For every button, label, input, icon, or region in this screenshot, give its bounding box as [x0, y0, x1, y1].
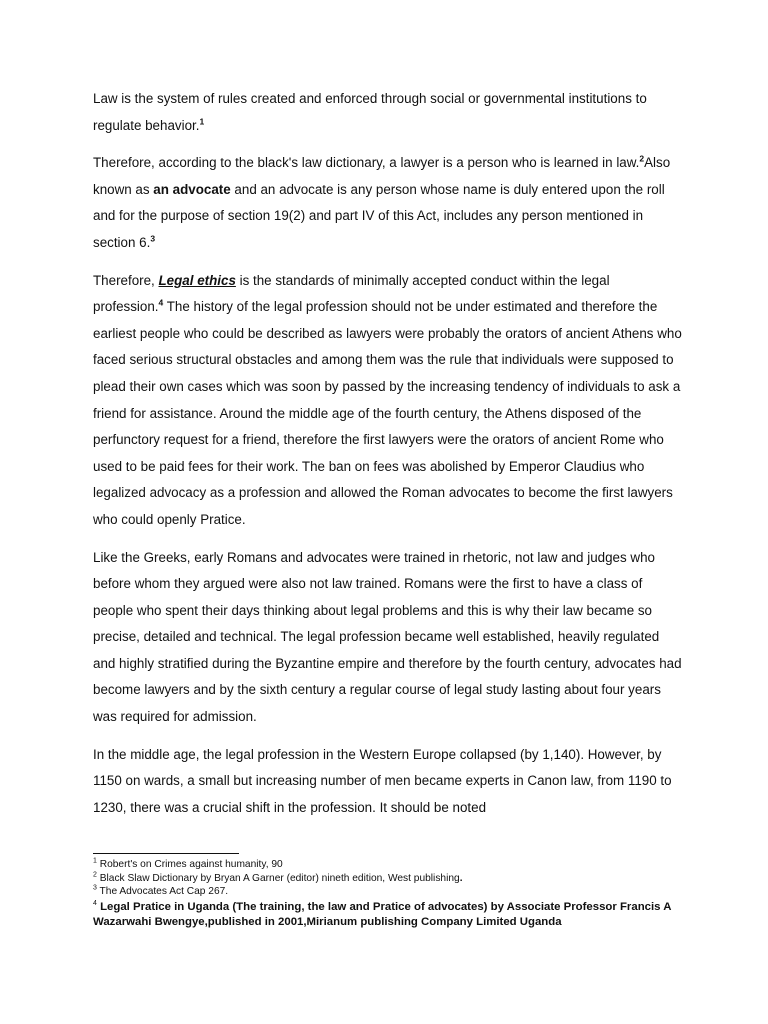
footnote-ref-2[interactable]: 2 — [639, 153, 645, 164]
paragraph-3 — [93, 268, 683, 534]
paragraph-3-text-a: Therefore, — [93, 272, 159, 288]
footnote-ref-3[interactable]: 3 — [150, 233, 156, 244]
paragraph-3-text-c: The history of the legal profession should not be under estimated and therefore the earliest people who could be described as lawyers were probably the orators of ancient Athens who faced serious structural obstacles and among them was the rule that individuals were supposed to plead their own cases which was soon by passed by the increasing tendency of individuals to ask a friend for assistance. Around the middle age of the fourth century, the Athens disposed of the perfunctory request for a friend, therefore the first lawyers were the orators of ancient Rome who used to be paid fees for their work. The ban on fees was abolished by Emperor Claudius who legalized advocacy as a profession and allowed the Roman advocates to become the first lawyers who could openly Pratice. — [93, 299, 682, 527]
footnote-ref-4[interactable]: 4 — [158, 297, 164, 308]
footnote-4-text: Legal Pratice in Uganda (The training, the law and Pratice of advocates) by Associate Professor Francis A Wazarwahi Bwengye,published in 2001,Mirianum publishing Company Limited Uganda — [93, 900, 672, 929]
paragraph-1 — [93, 86, 683, 139]
paragraph-1-text: Law is the system of rules created and enforced through social or governmental institutions to regulate behavior. — [93, 91, 647, 133]
footnote-3-text: The Advocates Act Cap 267. — [96, 886, 229, 898]
paragraph-4: Like the Greeks, early Romans and advocates were trained in rhetoric, not law and judges who before whom they argued were also not law trained. Romans were the first to have a class of people who spent their days thinking about legal problems and this is why their law became so precise, detailed and technical. The legal profession became well established, heavily regulated and highly stratified during the Byzantine empire and therefore by the fourth century, advocates had become lawyers and by the sixth century a regular course of legal study lasting about four years was required for admission. — [93, 549, 682, 725]
footnote-separator — [93, 853, 239, 854]
footnote-3-number: 3 — [93, 884, 97, 892]
footnote-2-period: . — [459, 872, 463, 884]
footnote-4-number: 4 — [93, 899, 97, 907]
emphasized-term-legal-ethics: Legal ethics — [158, 272, 236, 288]
footnote-1 — [93, 858, 693, 872]
footnote-4 — [93, 900, 693, 931]
footnote-1-number: 1 — [93, 857, 97, 865]
paragraph-5: In the middle age, the legal profession in the Western Europe collapsed (by 1,140). However, by 1150 on wards, a small but increasing number of men became experts in Canon law, from 1190 to 1230, there was a crucial shift in the profession. It should be noted — [93, 746, 672, 815]
footnotes-section — [93, 853, 693, 931]
body-text — [93, 86, 683, 832]
paragraph-2 — [93, 150, 683, 256]
footnote-2-number: 2 — [93, 871, 97, 879]
footnote-2 — [93, 872, 693, 886]
bold-term-advocate: an advocate — [153, 181, 231, 197]
footnote-3 — [93, 885, 693, 899]
footnote-ref-1[interactable]: 1 — [199, 116, 205, 127]
footnote-1-text: Robert's on Crimes against humanity, 90 — [96, 859, 283, 870]
paragraph-2-text-b: Also known as — [93, 155, 671, 197]
footnote-2-text: Black Slaw Dictionary by Bryan A Garner (editor) nineth edition, West publishing — [96, 872, 460, 884]
paragraph-2-text-a: Therefore, according to the black's law dictionary, a lawyer is a person who is learned in law. — [93, 155, 640, 171]
paragraph-2-text-c: and an advocate is any person whose name is duly entered upon the roll and for the purpose of section 19(2) and part IV of this Act, includes any person mentioned in section 6. — [93, 181, 665, 250]
paragraph-3-text-b: is the standards of minimally accepted conduct within the legal profession. — [93, 272, 610, 315]
